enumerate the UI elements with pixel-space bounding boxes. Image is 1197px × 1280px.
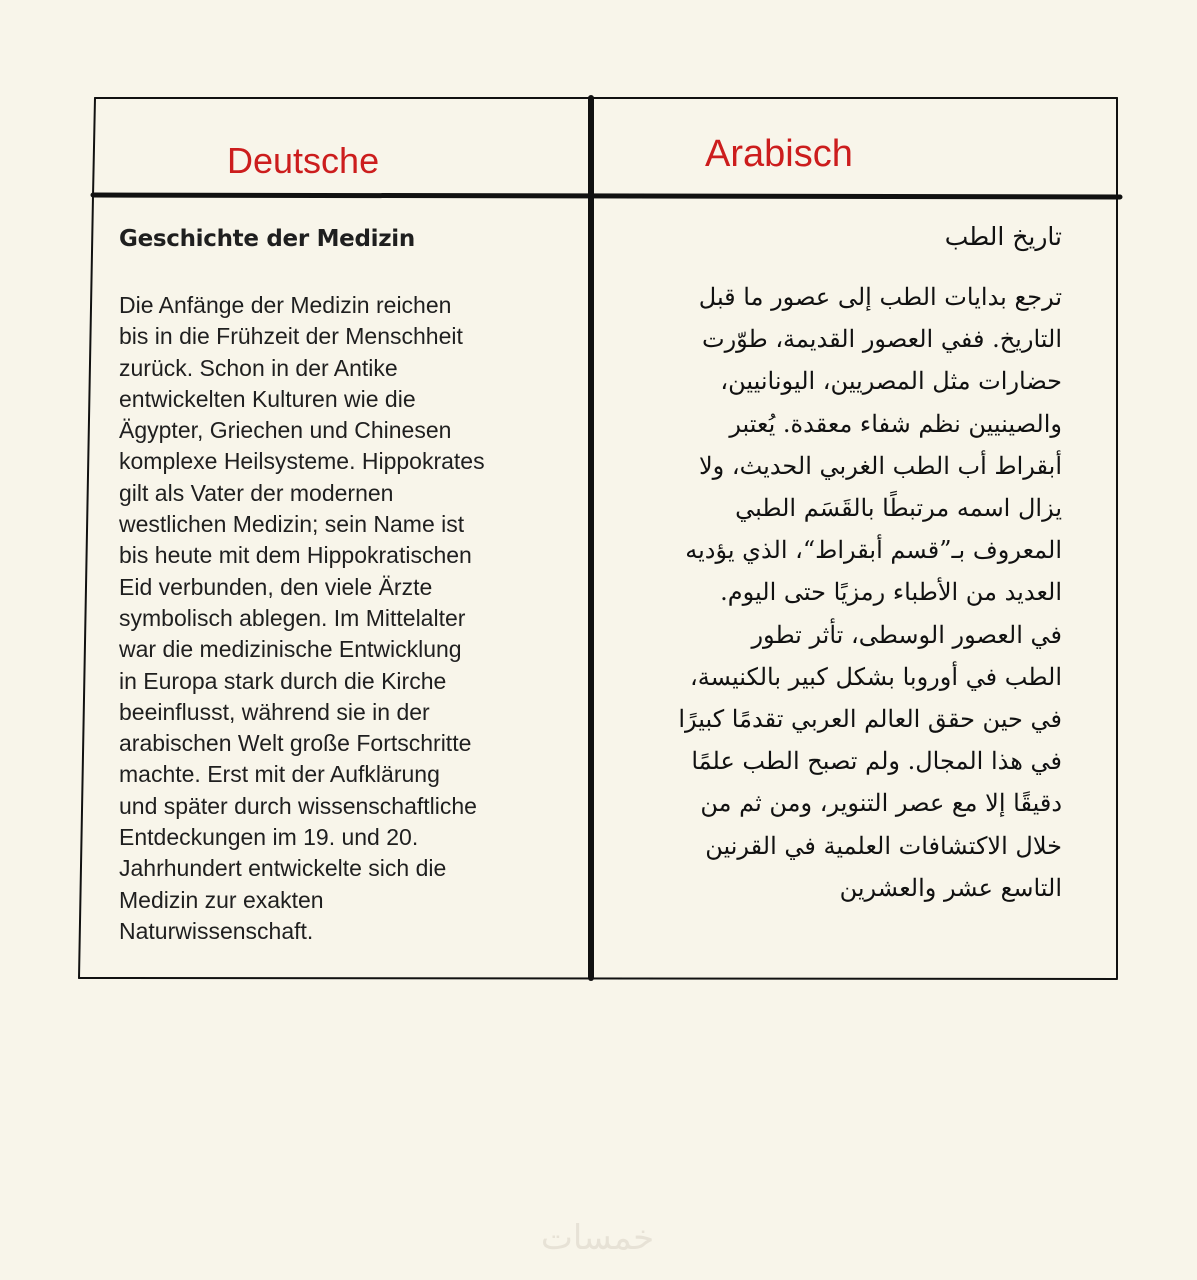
- header-separator: [93, 195, 1120, 197]
- arabic-title: تاريخ الطب: [944, 222, 1062, 251]
- table-bottom-border: [79, 978, 1117, 979]
- table-left-border-upper: [93, 98, 95, 196]
- column-header-german: Deutsche: [227, 140, 380, 181]
- khamsat-watermark: خمسات: [540, 1218, 655, 1258]
- german-body-text: Die Anfänge der Medizin reichen bis in die Frühzeit der Menschheit zurück. Schon in der Antike entwickelten Kulturen wie die Ägypter, Griechen und Chinesen komplexe Heilsysteme. Hippokrates gilt als Vater der modernen westlichen Medizin; sein Name ist bis heute mit dem Hippokratischen Eid verbunden, den viele Ärzte symbolisch ablegen. Im Mittelalter war die medizinische Entwicklung in Europa stark durch die Kirche beeinflusst, während sie in der arabischen Welt große Fortschritte machte. Erst mit der Aufklärung und später durch wissenschaftliche Entdeckungen im 19. und 20. Jahrhundert entwickelte sich die Medizin zur exakten Naturwissenschaft.: [119, 292, 485, 944]
- arabic-column: [610, 218, 1062, 909]
- table-left-border-lower: [79, 196, 93, 978]
- column-header-arabic: Arabisch: [705, 133, 853, 175]
- arabic-body-text: ترجع بدايات الطب إلى عصور ما قبل التاريخ. ففي العصور القديمة، طوّرت حضارات مثل المصريين، اليونانيين، والصينيين نظم شفاء معقدة. يُعتبر أبقراط أب الطب الغربي الحديث، ولا يزال اسمه مرتبطًا بالقَسَم الطبي المعروف بـ”قسم أبقراط“، الذي يؤديه العديد من الأطباء رمزيًا حتى اليوم. في العصور الوسطى، تأثر تطور الطب في أوروبا بشكل كبير بالكنيسة، في حين حقق العالم العربي تقدمًا كبيرًا في هذا المجال. ولم تصبح الطب علمًا دقيقًا إلا مع عصر التنوير، ومن ثم من خلال الاكتشافات العلمية في القرنين التاسع عشر والعشرين: [678, 283, 1062, 902]
- german-column: [119, 224, 539, 947]
- german-title: Geschichte der Medizin: [119, 226, 415, 252]
